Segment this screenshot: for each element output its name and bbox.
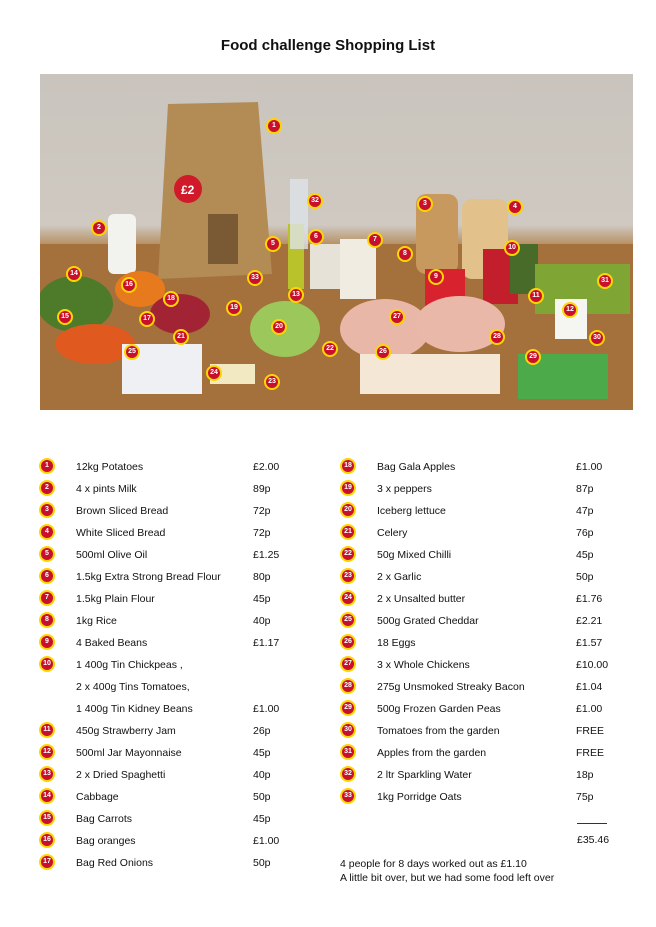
- item-price: 76p: [576, 527, 594, 539]
- item-price: £1.25: [253, 549, 280, 561]
- item-number-badge: 28: [340, 678, 356, 694]
- item-name: Iceberg lettuce: [377, 505, 446, 517]
- photo-marker: 29: [525, 349, 541, 365]
- item-price: £2.00: [253, 461, 280, 473]
- item-number-badge: 14: [39, 788, 55, 804]
- item-name: Bag Red Onions: [76, 857, 154, 869]
- item-number-badge: 13: [39, 766, 55, 782]
- photo-marker: 14: [66, 266, 82, 282]
- photo-marker: 20: [271, 319, 287, 335]
- item-number-badge: 27: [340, 656, 356, 672]
- item-price: £1.17: [253, 637, 280, 649]
- item-number-badge: 33: [340, 788, 356, 804]
- item-number-badge: 24: [340, 590, 356, 606]
- photo-marker: 4: [507, 199, 523, 215]
- photo-marker: 7: [367, 232, 383, 248]
- item-number-badge: 26: [340, 634, 356, 650]
- photo-marker: 25: [124, 344, 140, 360]
- photo-marker: 6: [308, 229, 324, 245]
- item-price: 40p: [253, 769, 271, 781]
- item-number-badge: 16: [39, 832, 55, 848]
- item-name: 1 400g Tin Chickpeas ,: [76, 659, 183, 671]
- item-name: Cabbage: [76, 791, 119, 803]
- item-price: £1.00: [576, 703, 603, 715]
- item-price: 72p: [253, 527, 271, 539]
- photo-marker: 21: [173, 329, 189, 345]
- photo-marker: 23: [264, 374, 280, 390]
- item-price: FREE: [576, 747, 605, 759]
- item-number-badge: 5: [39, 546, 55, 562]
- item-name: 1kg Porridge Oats: [377, 791, 462, 803]
- total-price: £35.46: [577, 834, 610, 846]
- photo-marker: 22: [322, 341, 338, 357]
- summary-note: 4 people for 8 days worked out as £1.10: [340, 858, 527, 870]
- item-price: £1.57: [576, 637, 603, 649]
- total-divider: [577, 823, 607, 824]
- item-name: 4 x pints Milk: [76, 483, 137, 495]
- item-price: 80p: [253, 571, 271, 583]
- photo-marker: 8: [397, 246, 413, 262]
- item-name: 2 x Dried Spaghetti: [76, 769, 166, 781]
- item-price: 87p: [576, 483, 594, 495]
- item-name: 2 x Unsalted butter: [377, 593, 466, 605]
- item-name: Tomatoes from the garden: [377, 725, 500, 737]
- item-number-badge: 2: [39, 480, 55, 496]
- item-price: £1.00: [253, 835, 280, 847]
- item-number-badge: 11: [39, 722, 55, 738]
- item-price: 45p: [253, 813, 271, 825]
- photo-marker: 19: [226, 300, 242, 316]
- item-number-badge: 8: [39, 612, 55, 628]
- item-name: 12kg Potatoes: [76, 461, 144, 473]
- item-name: 500g Frozen Garden Peas: [377, 703, 501, 715]
- photo-marker: 9: [428, 269, 444, 285]
- item-name: Celery: [377, 527, 408, 539]
- photo-marker: 3: [417, 196, 433, 212]
- item-name: 500g Grated Cheddar: [377, 615, 479, 627]
- item-price: 47p: [576, 505, 594, 517]
- photo-marker: 30: [589, 330, 605, 346]
- item-name: 3 x peppers: [377, 483, 432, 495]
- item-price: 89p: [253, 483, 271, 495]
- item-number-badge: 4: [39, 524, 55, 540]
- item-number-badge: 29: [340, 700, 356, 716]
- item-price: 50p: [576, 571, 594, 583]
- item-number-badge: 17: [39, 854, 55, 870]
- photo-marker: 27: [389, 309, 405, 325]
- item-price: 45p: [253, 747, 271, 759]
- item-name: 1 400g Tin Kidney Beans: [76, 703, 193, 715]
- photo-marker: 15: [57, 309, 73, 325]
- item-number-badge: 19: [340, 480, 356, 496]
- item-price: 75p: [576, 791, 594, 803]
- photo-marker: 5: [265, 236, 281, 252]
- item-price: 18p: [576, 769, 594, 781]
- item-price: 26p: [253, 725, 271, 737]
- photo-marker: 17: [139, 311, 155, 327]
- item-name: Brown Sliced Bread: [76, 505, 169, 517]
- item-name: 1kg Rice: [76, 615, 117, 627]
- item-name: Bag oranges: [76, 835, 136, 847]
- photo-marker: 31: [597, 273, 613, 289]
- item-price: FREE: [576, 725, 605, 737]
- photo-marker: 33: [247, 270, 263, 286]
- item-number-badge: 9: [39, 634, 55, 650]
- item-number-badge: 32: [340, 766, 356, 782]
- item-price: 50p: [253, 791, 271, 803]
- item-number-badge: 20: [340, 502, 356, 518]
- photo-marker: 32: [307, 193, 323, 209]
- summary-note: A little bit over, but we had some food left over: [340, 872, 555, 884]
- item-number-badge: 18: [340, 458, 356, 474]
- item-number-badge: 12: [39, 744, 55, 760]
- item-price: £1.00: [576, 461, 603, 473]
- item-name: 275g Unsmoked Streaky Bacon: [377, 681, 525, 693]
- item-name: 500ml Olive Oil: [76, 549, 148, 561]
- item-number-badge: 7: [39, 590, 55, 606]
- item-name: 2 x Garlic: [377, 571, 422, 583]
- bag-price-label: £2: [181, 183, 195, 197]
- item-price: 40p: [253, 615, 271, 627]
- item-name: 18 Eggs: [377, 637, 416, 649]
- item-name: 450g Strawberry Jam: [76, 725, 176, 737]
- groceries-photo: [40, 74, 633, 410]
- item-name: 1.5kg Extra Strong Bread Flour: [76, 571, 221, 583]
- photo-marker: 16: [121, 277, 137, 293]
- item-price: 72p: [253, 505, 271, 517]
- item-number-badge: 21: [340, 524, 356, 540]
- photo-marker: 2: [91, 220, 107, 236]
- photo-marker: 13: [288, 287, 304, 303]
- item-price: £10.00: [576, 659, 609, 671]
- item-number-badge: 6: [39, 568, 55, 584]
- item-number-badge: 22: [340, 546, 356, 562]
- item-number-badge: 3: [39, 502, 55, 518]
- item-price: 50p: [253, 857, 271, 869]
- item-name: 1.5kg Plain Flour: [76, 593, 155, 605]
- photo-marker: 12: [562, 302, 578, 318]
- item-price: 45p: [576, 549, 594, 561]
- item-name: Bag Carrots: [76, 813, 133, 825]
- item-number-badge: 10: [39, 656, 55, 672]
- item-name: 3 x Whole Chickens: [377, 659, 470, 671]
- item-number-badge: 15: [39, 810, 55, 826]
- item-name: 2 x 400g Tins Tomatoes,: [76, 681, 190, 693]
- photo-marker: 24: [206, 365, 222, 381]
- photo-marker: 11: [528, 288, 544, 304]
- item-price: £2.21: [576, 615, 603, 627]
- item-number-badge: 23: [340, 568, 356, 584]
- item-number-badge: 31: [340, 744, 356, 760]
- item-name: White Sliced Bread: [76, 527, 166, 539]
- item-name: 2 ltr Sparkling Water: [377, 769, 472, 781]
- item-number-badge: 30: [340, 722, 356, 738]
- item-number-badge: 25: [340, 612, 356, 628]
- item-number-badge: 1: [39, 458, 55, 474]
- photo-marker: 26: [375, 344, 391, 360]
- photo-marker: 1: [266, 118, 282, 134]
- item-name: Apples from the garden: [377, 747, 487, 759]
- item-name: Bag Gala Apples: [377, 461, 456, 473]
- item-name: 4 Baked Beans: [76, 637, 148, 649]
- item-price: 45p: [253, 593, 271, 605]
- item-name: 50g Mixed Chilli: [377, 549, 452, 561]
- item-name: 500ml Jar Mayonnaise: [76, 747, 182, 759]
- item-price: £1.76: [576, 593, 603, 605]
- item-price: £1.00: [253, 703, 280, 715]
- photo-marker: 28: [489, 329, 505, 345]
- item-price: £1.04: [576, 681, 603, 693]
- photo-marker: 10: [504, 240, 520, 256]
- photo-marker: 18: [163, 291, 179, 307]
- page-title: Food challenge Shopping List: [220, 37, 436, 54]
